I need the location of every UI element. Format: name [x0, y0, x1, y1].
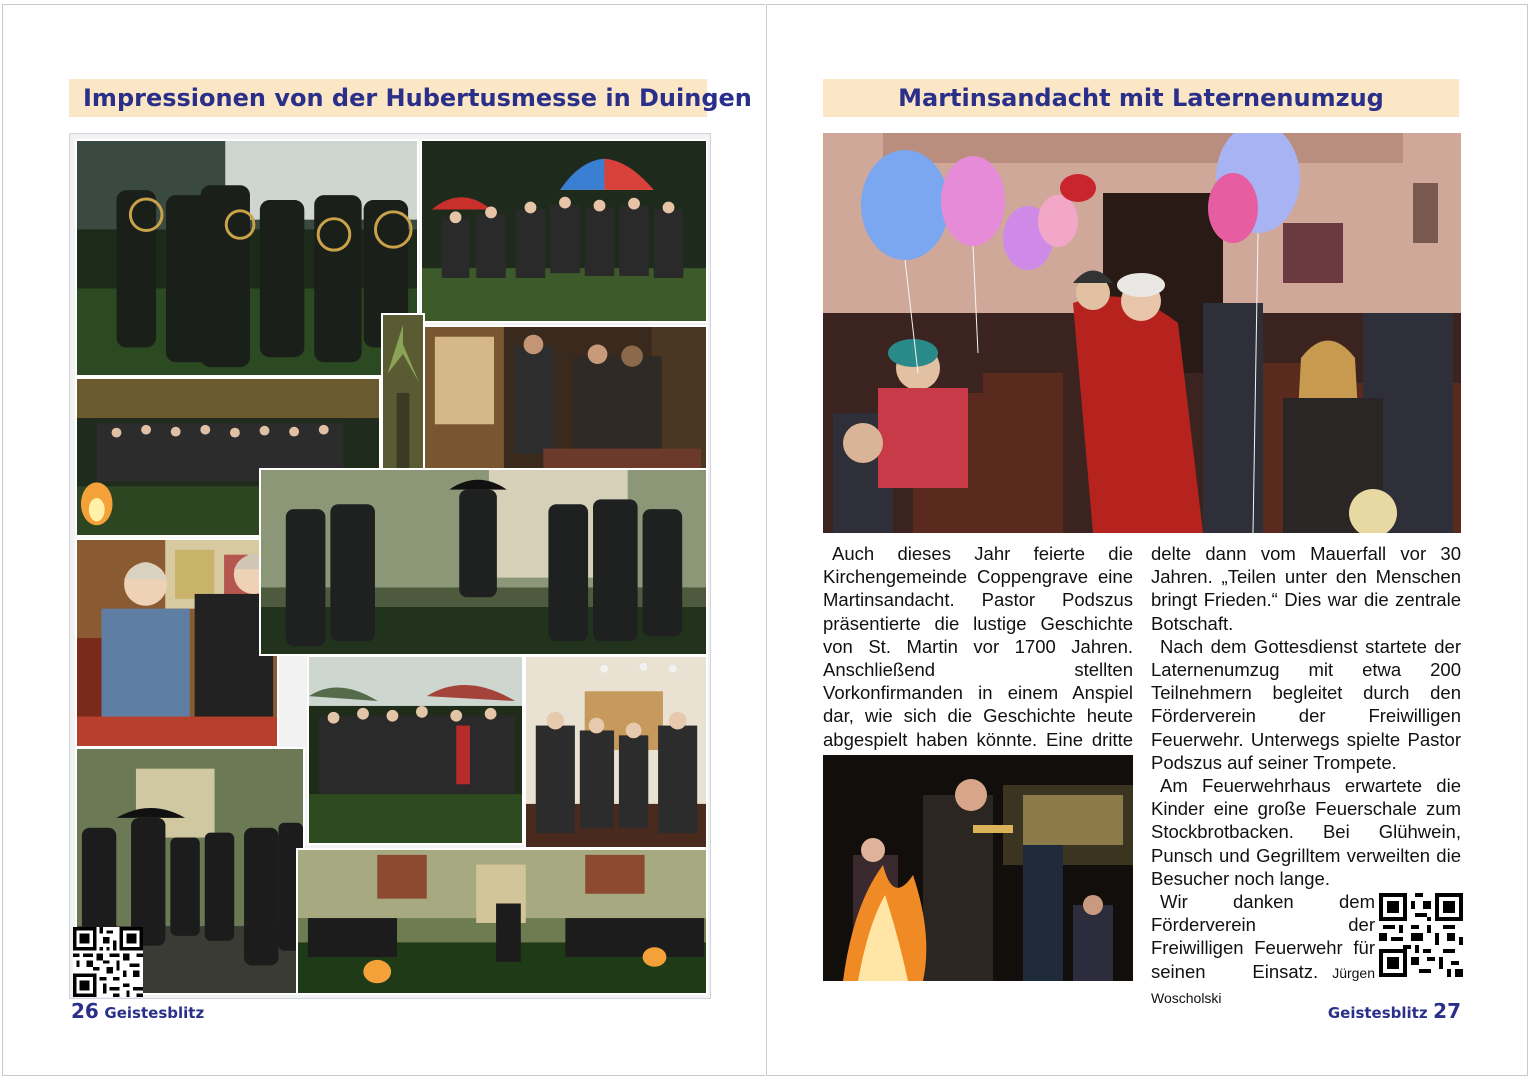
page-number-right: 27	[1433, 999, 1461, 1023]
article-paragraph-1-continued: delte dann vom Mauerfall vor 30 Jahren. „Teilen unter den Menschen bringt Frieden.“ Dies war die zentrale Botschaft.	[1151, 543, 1461, 634]
article-column-left	[823, 542, 1133, 774]
photo-umbrella-audience	[420, 139, 708, 323]
article-paragraph-3: Am Feuerwehrhaus erwartete die Kinder eine große Feuerschale zum Stockbrotbacken. Bei Glühwein, Punsch und Gegrilltem verweilten die Besucher noch lange.	[1151, 775, 1461, 889]
magazine-name-right: Geistesblitz	[1327, 1004, 1428, 1022]
page-number-left: 26	[71, 999, 99, 1023]
photo-horn-players-wall	[259, 468, 708, 656]
qr-code-left	[73, 927, 143, 997]
article-paragraph-4	[1151, 890, 1375, 1010]
article-paragraph-2: Nach dem Gottesdienst startete der Laternenumzug mit etwa 200 Teilnehmern begleitet durch den Förderverein der Freiwilligen Feuerwehr. Unterwegs spielte Pastor Podszus auf seiner Trompete.	[1151, 635, 1461, 773]
photo-seated-rain	[307, 655, 524, 845]
article-author: Jürgen Woscholski	[1151, 964, 1375, 1006]
photo-church-balloons	[823, 133, 1461, 533]
photo-trumpet-fire	[823, 755, 1133, 981]
right-page	[766, 4, 1528, 1076]
photo-coffee-service	[75, 538, 279, 748]
article-paragraph-1: Auch dieses Jahr feierte die Kirchengemeinde Coppengrave eine Martinsandacht. Pastor Podszus präsentierte die lustige Geschichte von St. Martin vor 1700 Jahren. Anschließend stellten Vorkonfirmanden in einem Anspiel dar, wie sich die Geschichte heute abgespielt haben könnte. Eine dritte	[823, 543, 1133, 750]
photo-window-plant	[381, 313, 425, 471]
photo-food-serving	[423, 325, 708, 471]
left-page-footer	[71, 999, 204, 1023]
magazine-name-left: Geistesblitz	[104, 1004, 205, 1022]
photo-horn-players	[75, 139, 419, 377]
right-page-title: Martinsandacht mit Laternenumzug	[823, 79, 1459, 117]
qr-code-right	[1379, 893, 1463, 977]
left-page-title: Impressionen von der Hubertusmesse in Duingen	[69, 79, 707, 117]
photo-night-fires	[296, 848, 708, 995]
right-page-footer	[1328, 999, 1461, 1023]
article-paragraph-4-text: Wir danken dem Förderverein der Freiwilligen Feuerwehr für seinen Einsatz.	[1151, 891, 1375, 982]
photo-indoor-reception	[524, 655, 708, 849]
left-page	[2, 4, 765, 1076]
